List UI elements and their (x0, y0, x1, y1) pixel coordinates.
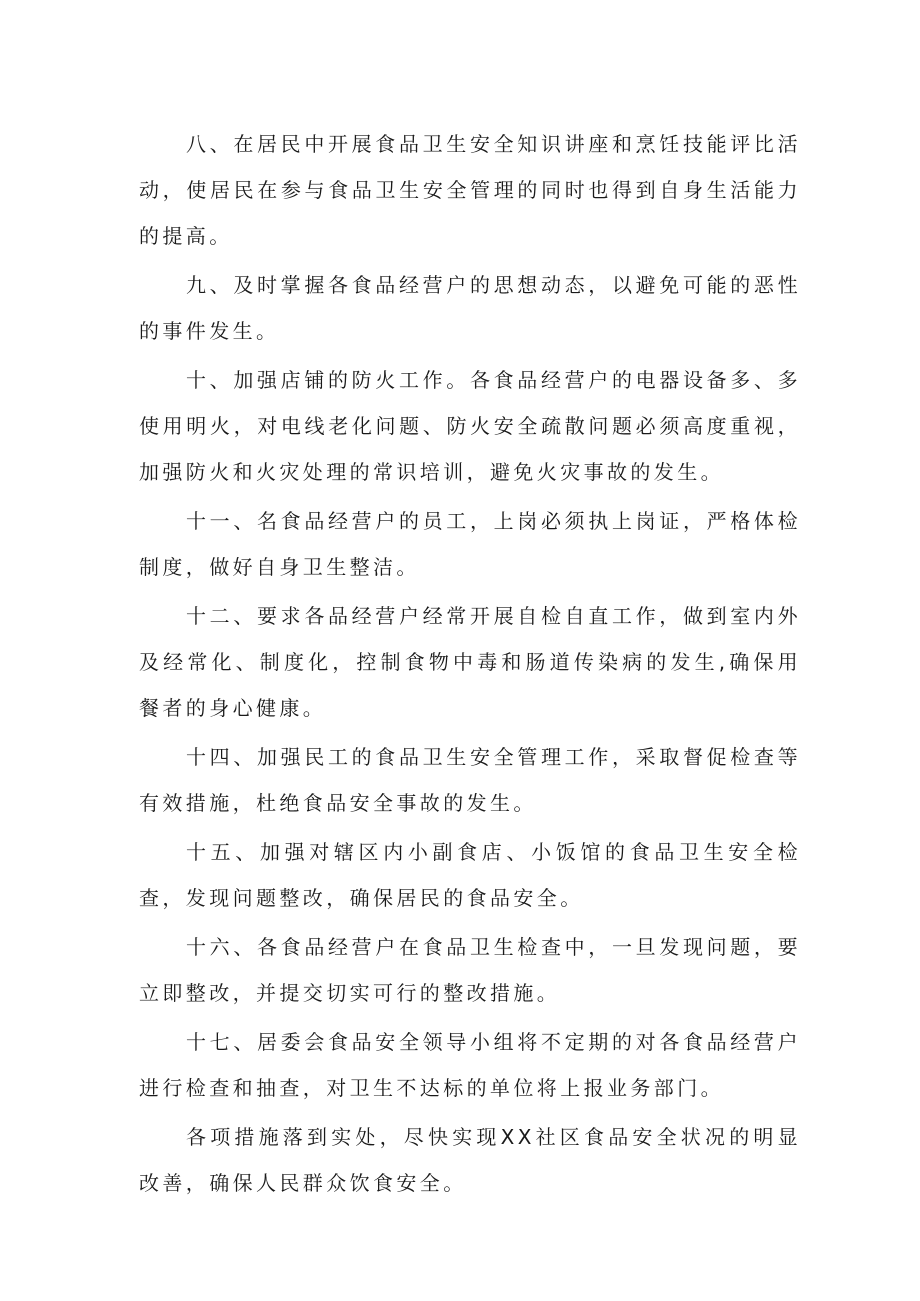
paragraph-item-14: 十四、加强民工的食品卫生安全管理工作，采取督促检查等有效措施，杜绝食品安全事故的发生。 (139, 745, 801, 815)
paragraph-item-10: 十、加强店铺的防火工作。各食品经营户的电器设备多、多使用明火，对电线老化问题、防火安全疏散问题必须高度重视，加强防火和火灾处理的常识培训，避免火灾事故的发生。 (139, 368, 801, 484)
paragraph-item-9: 九、及时掌握各食品经营户的思想动态，以避免可能的恶性的事件发生。 (139, 273, 801, 343)
paragraph-item-16: 十六、各食品经营户在食品卫生检查中，一旦发现问题，要立即整改，并提交切实可行的整改措施。 (139, 935, 801, 1005)
paragraph-item-11: 十一、名食品经营户的员工，上岗必须执上岗证，严格体检制度，做好自身卫生整洁。 (139, 509, 801, 579)
paragraph-item-12: 十二、要求各品经营户经常开展自检自直工作，做到室内外及经常化、制度化，控制食物中毒和肠道传染病的发生,确保用餐者的身心健康。 (139, 604, 801, 720)
paragraph-item-8: 八、在居民中开展食品卫生安全知识讲座和烹饪技能评比活动，使居民在参与食品卫生安全管理的同时也得到自身生活能力的提高。 (139, 132, 801, 248)
paragraph-item-15: 十五、加强对辖区内小副食店、小饭馆的食品卫生安全检查，发现问题整改，确保居民的食品安全。 (139, 840, 801, 910)
document-body (139, 121, 801, 1209)
paragraph-conclusion: 各项措施落到实处，尽快实现XX社区食品安全状况的明显改善，确保人民群众饮食安全。 (139, 1125, 801, 1195)
paragraph-item-17: 十七、居委会食品安全领导小组将不定期的对各食品经营户进行检查和抽查，对卫生不达标的单位将上报业务部门。 (139, 1030, 801, 1100)
